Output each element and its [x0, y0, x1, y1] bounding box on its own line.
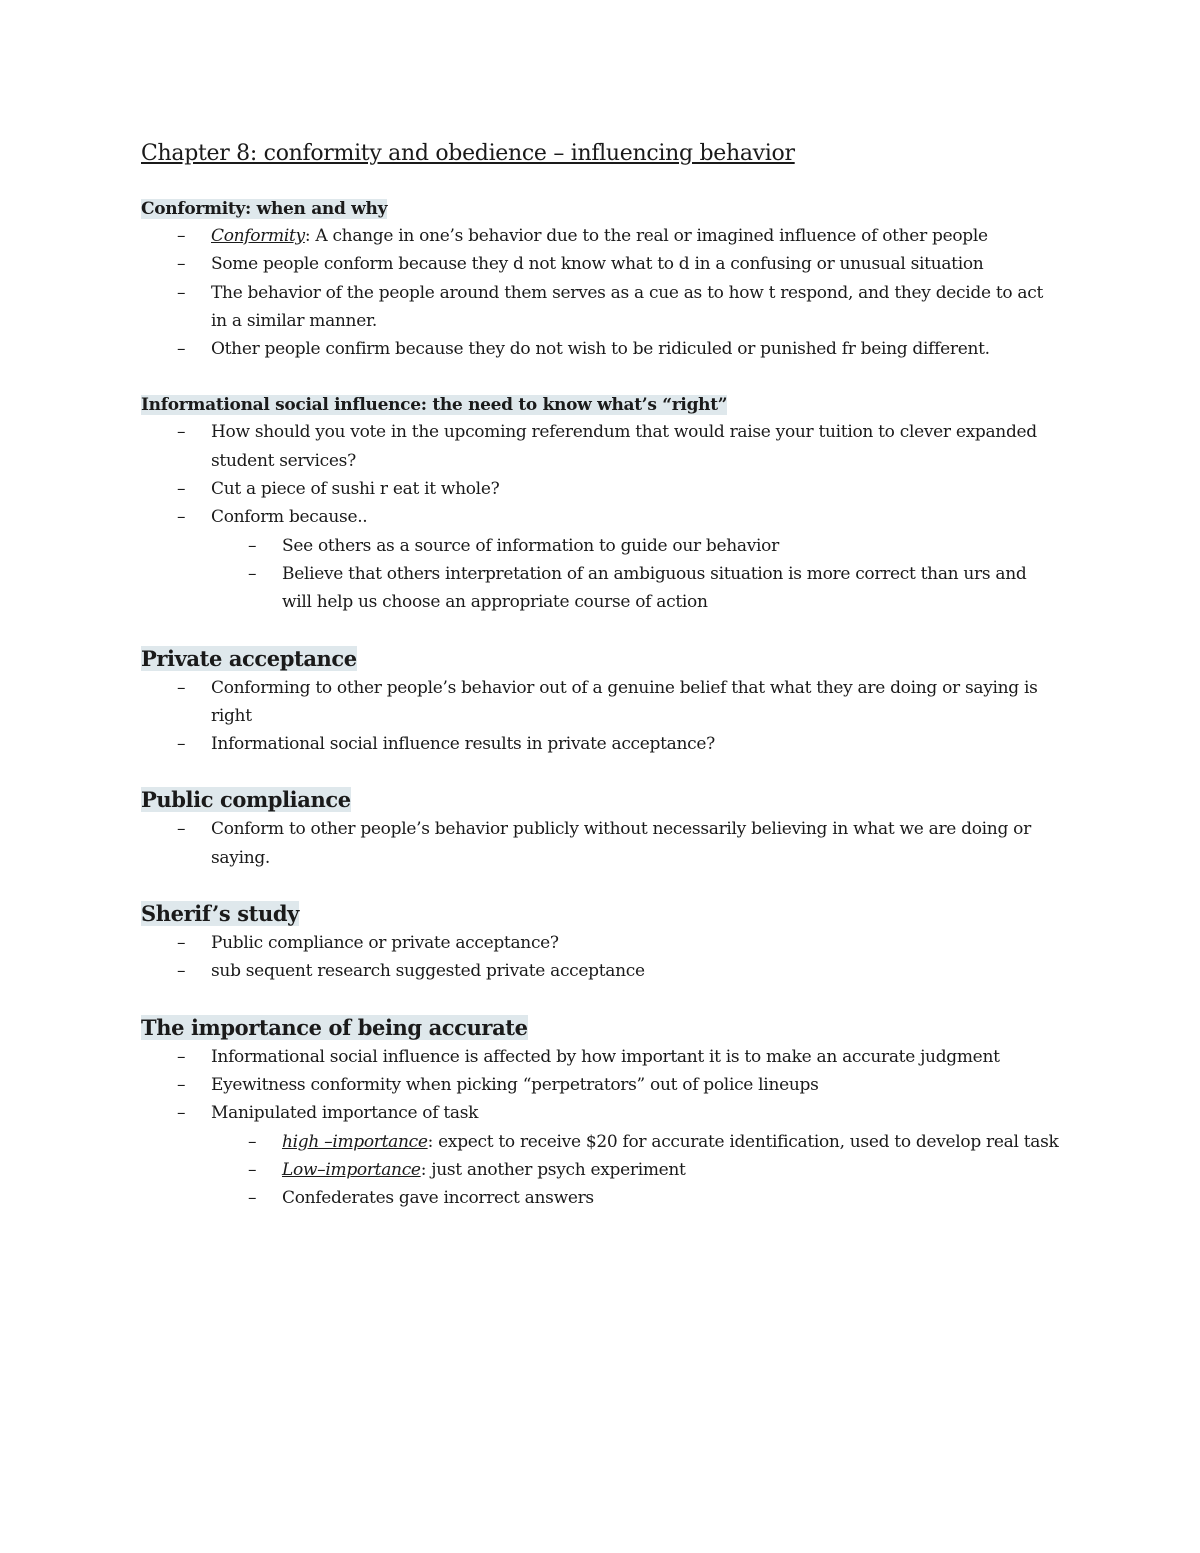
item-text: The behavior of the people around them serves as a cue as to how t respond, and they decide to act in a similar manner. — [211, 282, 1044, 331]
bullet-dash: – — [248, 535, 257, 556]
item-text: Believe that others interpretation of an ambiguous situation is more correct than urs and will help us choose an appropriate course of action — [282, 563, 1027, 613]
sub-list — [211, 1128, 1061, 1213]
spacer — [141, 986, 1061, 1013]
section-list-informational-influence — [141, 418, 1061, 616]
section-list-public-compliance — [141, 815, 1061, 872]
list-item — [141, 418, 1061, 475]
bullet-dash: – — [177, 933, 186, 954]
item-text: sub sequent research suggested private acceptance — [211, 961, 645, 982]
item-text: Public compliance or private acceptance? — [211, 933, 559, 954]
section-heading-public-compliance — [141, 785, 1061, 815]
bullet-dash: – — [177, 339, 186, 360]
section-heading-informational-influence — [141, 392, 1061, 418]
bullet-dash: – — [177, 422, 186, 443]
list-item — [141, 503, 1061, 616]
list-item — [141, 335, 1061, 363]
item-text: Eyewitness conformity when picking “perpetrators” out of police lineups — [211, 1074, 819, 1095]
bullet-dash: – — [248, 1131, 257, 1152]
sub-list — [211, 532, 1061, 617]
section-list-sherifs-study — [141, 929, 1061, 986]
heading-highlight: The importance of being accurate — [141, 1014, 528, 1040]
section-list-private-acceptance — [141, 674, 1061, 759]
defined-term: Low–importance — [282, 1159, 421, 1180]
sub-list-item — [211, 1184, 1061, 1212]
bullet-dash: – — [177, 254, 186, 275]
heading-highlight: Sherif’s study — [141, 901, 299, 927]
item-text: How should you vote in the upcoming referendum that would raise your tuition to clever expanded student services? — [211, 422, 1037, 471]
bullet-dash: – — [177, 226, 186, 246]
sub-list-item — [211, 1128, 1061, 1156]
bullet-dash: – — [248, 1159, 257, 1180]
item-text: Confederates gave incorrect answers — [282, 1188, 594, 1209]
section-list-importance-accurate — [141, 1043, 1061, 1213]
list-item — [141, 730, 1061, 758]
list-item — [141, 250, 1061, 278]
bullet-dash: – — [177, 507, 186, 528]
bullet-dash: – — [248, 563, 257, 584]
spacer — [141, 872, 1061, 899]
page-title: Chapter 8: conformity and obedience – influencing behavior — [141, 141, 795, 166]
item-text: See others as a source of information to guide our behavior — [282, 535, 779, 556]
document-page — [141, 138, 1061, 1212]
list-item — [141, 815, 1061, 872]
item-text: : just another psych experiment — [420, 1159, 686, 1180]
sub-list-item — [211, 532, 1061, 560]
heading-highlight: Private acceptance — [141, 645, 357, 671]
bullet-dash: – — [177, 734, 186, 755]
bullet-dash: – — [248, 1188, 257, 1209]
spacer — [141, 617, 1061, 644]
sub-list-item — [211, 560, 1061, 617]
list-item — [141, 222, 1061, 250]
list-item — [141, 929, 1061, 957]
list-item — [141, 279, 1061, 336]
item-text: : expect to receive $20 for accurate identification, used to develop real task — [427, 1131, 1059, 1152]
sub-list-item — [211, 1156, 1061, 1184]
spacer — [141, 363, 1061, 392]
section-list-conformity — [141, 222, 1061, 363]
list-item — [141, 1071, 1061, 1099]
item-text: Conform to other people’s behavior publicly without necessarily believing in what we are doing or saying. — [211, 819, 1031, 868]
section-heading-conformity — [141, 196, 1061, 222]
section-heading-private-acceptance — [141, 644, 1061, 674]
item-text: Conforming to other people’s behavior out of a genuine belief that what they are doing or saying is right — [211, 677, 1038, 726]
bullet-dash: – — [177, 819, 186, 840]
item-text: : A change in one’s behavior due to the real or imagined influence of other people — [304, 226, 988, 246]
list-item — [141, 1099, 1061, 1212]
item-text: Informational social influence is affected by how important it is to make an accurate judgment — [211, 1046, 1000, 1067]
list-item — [141, 475, 1061, 503]
item-text: Some people conform because they d not know what to d in a confusing or unusual situation — [211, 254, 984, 275]
section-heading-sherifs-study — [141, 899, 1061, 929]
heading-highlight: Public compliance — [141, 787, 351, 813]
list-item — [141, 957, 1061, 985]
bullet-dash: – — [177, 479, 186, 500]
bullet-dash: – — [177, 677, 186, 698]
heading-highlight: Conformity: when and why — [141, 199, 388, 219]
spacer — [141, 758, 1061, 785]
bullet-dash: – — [177, 282, 186, 303]
item-text: Cut a piece of sushi r eat it whole? — [211, 479, 500, 500]
bullet-dash: – — [177, 1046, 186, 1067]
bullet-dash: – — [177, 1074, 186, 1095]
defined-term: Conformity — [211, 226, 305, 246]
bullet-dash: – — [177, 1103, 186, 1124]
item-text: Conform because.. — [211, 507, 368, 528]
defined-term: high –importance — [282, 1131, 428, 1152]
item-text: Informational social influence results in private acceptance? — [211, 734, 715, 755]
item-text: Other people confirm because they do not wish to be ridiculed or punished fr being different. — [211, 339, 990, 360]
list-item — [141, 674, 1061, 731]
heading-highlight: Informational social influence: the need to know what’s “right” — [141, 395, 728, 416]
section-heading-importance-accurate — [141, 1013, 1061, 1043]
list-item — [141, 1043, 1061, 1071]
bullet-dash: – — [177, 961, 186, 982]
item-text: Manipulated importance of task — [211, 1103, 479, 1124]
